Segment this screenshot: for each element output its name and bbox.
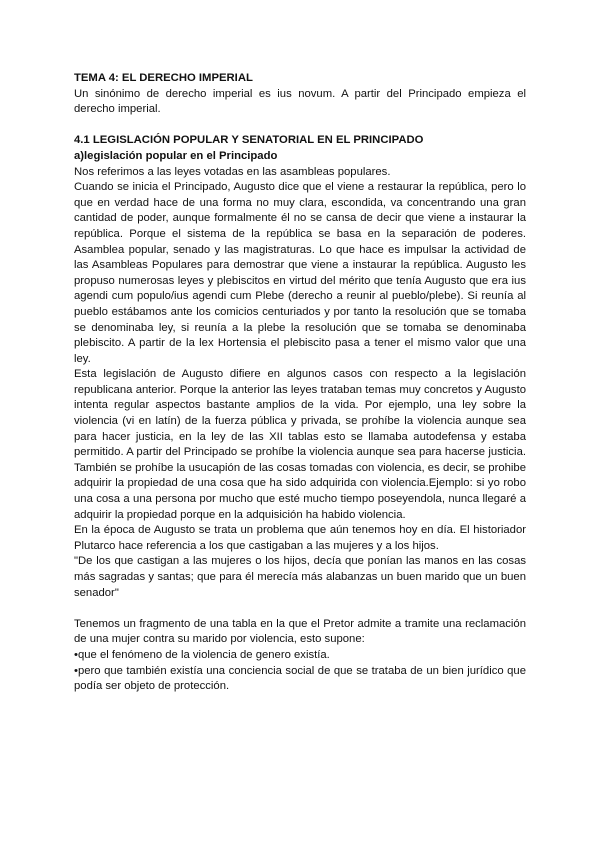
- subsection-title: a)legislación popular en el Principado: [74, 149, 278, 162]
- paragraph-2: Cuando se inicia el Principado, Augusto dice que el viene a restaurar la república, pero lo que en verdad hace de una forma no muy clara, escondida, va concentrando una gran cantidad de poder, aunque formalmente él no se cansa de decir que viene a instaurar la república. Porque el sistema de la república se basa en la separación de poderes. Asamblea popular, senado y las magistraturas. Lo que hace es impulsar la actividad de las Asambleas Populares para demostrar que viene a instaurar la república. Augusto les propuso numerosas leyes y plebiscitos en virtud del mérito que tenía Augusto que era ius agendi cum populo/ius agendi cum Plebe (derecho a reunir al pueblo/plebe). Si reunía al pueblo estábamos ante los comicios centuriados y por tanto la resolución que se tomaba se denominaba ley, si reunía a la plebe la resolución que se tomaba se denominaba plebiscito. A partir de la lex Hortensia el plebiscito pasa a tener el mismo valor que una ley.: [74, 181, 526, 365]
- quote-paragraph: "De los que castigan a las mujeres o los hijos, decía que ponían las manos en las cosas más sagradas y santas; que para él merecía más alabanzas un buen marido que un buen senador": [74, 555, 526, 599]
- bullet-text: que el fenómeno de la violencia de genero existía.: [77, 648, 330, 661]
- bullet-item: [74, 664, 526, 695]
- bullet-text: pero que también existía una conciencia social de que se trataba de un bien jurídico que podía ser objeto de protección.: [74, 664, 526, 693]
- document-page: [74, 71, 526, 695]
- section-title: 4.1 LEGISLACIÓN POPULAR Y SENATORIAL EN EL PRINCIPADO: [74, 134, 424, 147]
- bullet-item: [74, 648, 526, 664]
- paragraph-1: Nos referimos a las leyes votadas en las asambleas populares.: [74, 165, 391, 178]
- paragraph-3: Esta legislación de Augusto difiere en algunos casos con respecto a la legislación republicana anterior. Porque la anterior las leyes trataban temas muy concretos y Augusto intenta regular aspectos bastante amplios de la vida. Por ejemplo, una ley sobre la violencia (vi en latín) de la fuerza pública y privada, se prohíbe la violencia aunque sea para hacer justicia, en la ley de las XII tablas esto se llamaba autodefensa y estaba permitido. A partir del Principado se prohíbe la violencia aunque sea para hacerse justicia. También se prohíbe la usucapión de las cosas tomadas con violencia, es decir, se prohibe adquirir la propiedad de una cosa que ha sido adquirida con violencia.Ejemplo: si yo robo una cosa a una persona por mucho que esté mucho tiempo poseyendola, nunca llegaré a adquirir la propiedad porque en la adquisición ha habido violencia.: [74, 368, 526, 521]
- document-title: TEMA 4: EL DERECHO IMPERIAL: [74, 72, 253, 84]
- spacer: [74, 118, 526, 134]
- intro-paragraph: Un sinónimo de derecho imperial es ius novum. A partir del Principado empieza el derecho imperial.: [74, 87, 526, 116]
- paragraph-4: En la época de Augusto se trata un problema que aún tenemos hoy en día. El historiador Plutarco hace referencia a los que castigaban a las mujeres y a los hijos.: [74, 524, 526, 552]
- spacer: [74, 601, 526, 617]
- closing-paragraph: Tenemos un fragmento de una tabla en la que el Pretor admite a tramite una reclamación de una mujer contra su marido por violencia, esto supone:: [74, 617, 526, 646]
